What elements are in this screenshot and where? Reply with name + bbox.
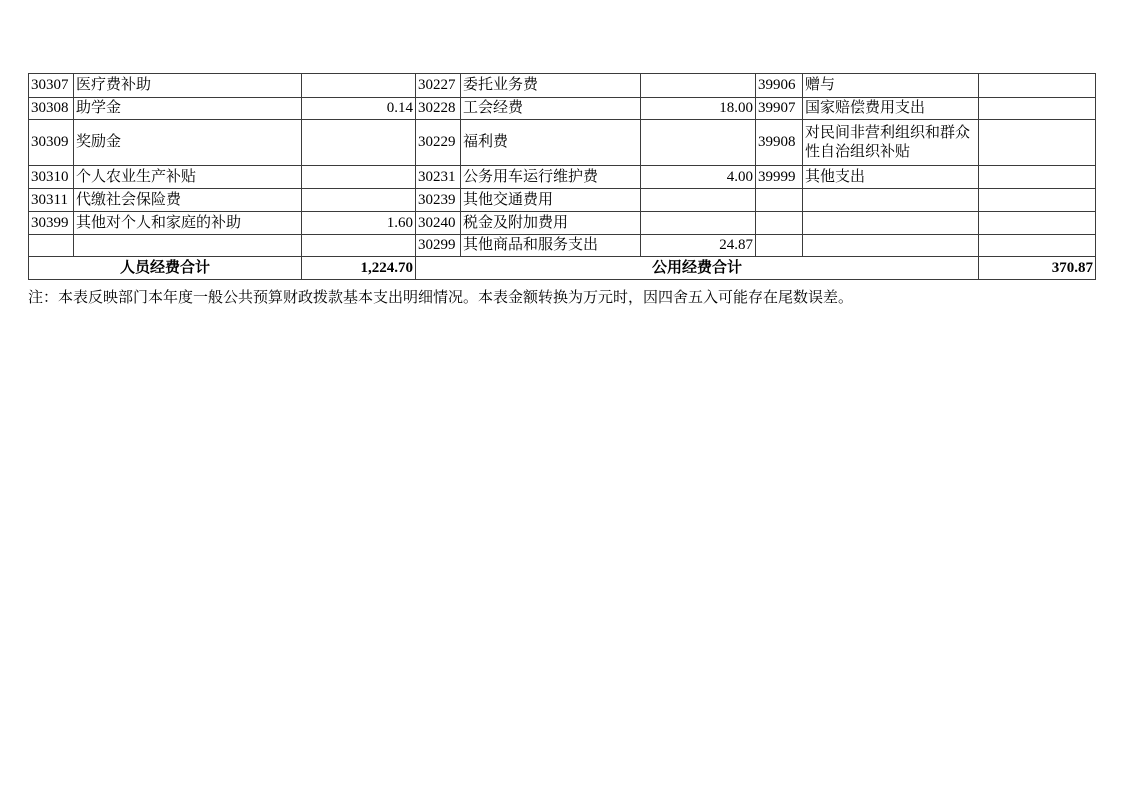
item-cell: 其他交通费用 — [461, 189, 641, 212]
item-cell — [74, 235, 302, 257]
table-row — [29, 189, 1096, 212]
code-cell: 30239 — [416, 189, 461, 212]
item-cell: 公务用车运行维护费 — [461, 166, 641, 189]
amount-cell: 4.00 — [641, 166, 756, 189]
code-cell: 30240 — [416, 212, 461, 235]
amount-cell: 1.60 — [302, 212, 416, 235]
table-row — [29, 74, 1096, 98]
code-cell: 30307 — [29, 74, 74, 98]
code-cell: 30308 — [29, 98, 74, 120]
code-cell: 39999 — [756, 166, 803, 189]
item-cell: 其他商品和服务支出 — [461, 235, 641, 257]
code-cell: 30309 — [29, 120, 74, 166]
code-cell — [756, 189, 803, 212]
table-row — [29, 166, 1096, 189]
item-cell: 代缴社会保险费 — [74, 189, 302, 212]
amount-cell — [979, 166, 1096, 189]
amount-cell — [302, 235, 416, 257]
code-cell: 30227 — [416, 74, 461, 98]
code-cell: 30299 — [416, 235, 461, 257]
table-row — [29, 235, 1096, 257]
amount-cell — [979, 235, 1096, 257]
amount-cell — [979, 189, 1096, 212]
amount-cell — [641, 189, 756, 212]
code-cell — [756, 235, 803, 257]
table-row — [29, 98, 1096, 120]
code-cell: 39907 — [756, 98, 803, 120]
code-cell — [29, 235, 74, 257]
item-cell: 个人农业生产补贴 — [74, 166, 302, 189]
amount-cell: 0.14 — [302, 98, 416, 120]
summary-row — [29, 257, 1096, 280]
item-cell: 医疗费补助 — [74, 74, 302, 98]
table-row — [29, 212, 1096, 235]
item-cell: 其他支出 — [803, 166, 979, 189]
amount-cell — [302, 74, 416, 98]
personnel-total-label: 人员经费合计 — [29, 257, 302, 280]
amount-cell: 24.87 — [641, 235, 756, 257]
item-cell — [803, 235, 979, 257]
code-cell: 30231 — [416, 166, 461, 189]
item-cell: 助学金 — [74, 98, 302, 120]
amount-cell — [979, 120, 1096, 166]
amount-cell — [641, 74, 756, 98]
item-cell: 工会经费 — [461, 98, 641, 120]
item-cell: 其他对个人和家庭的补助 — [74, 212, 302, 235]
item-cell: 对民间非营利组织和群众性自治组织补贴 — [803, 120, 979, 166]
item-cell: 赠与 — [803, 74, 979, 98]
basic-expenditure-table — [28, 73, 1096, 280]
amount-cell — [641, 120, 756, 166]
item-cell — [803, 189, 979, 212]
item-cell: 委托业务费 — [461, 74, 641, 98]
code-cell — [756, 212, 803, 235]
table-row — [29, 120, 1096, 166]
code-cell: 30229 — [416, 120, 461, 166]
item-cell: 税金及附加费用 — [461, 212, 641, 235]
footnote: 注：本表反映部门本年度一般公共预算财政拨款基本支出明细情况。本表金额转换为万元时，因四舍五入可能存在尾数误差。 — [28, 290, 854, 306]
amount-cell — [979, 212, 1096, 235]
code-cell: 30311 — [29, 189, 74, 212]
item-cell: 奖励金 — [74, 120, 302, 166]
item-cell: 国家赔偿费用支出 — [803, 98, 979, 120]
amount-cell — [302, 120, 416, 166]
personnel-total-value: 1,224.70 — [302, 257, 416, 280]
amount-cell — [302, 189, 416, 212]
amount-cell — [979, 74, 1096, 98]
item-cell: 福利费 — [461, 120, 641, 166]
code-cell: 30399 — [29, 212, 74, 235]
item-cell — [803, 212, 979, 235]
amount-cell: 18.00 — [641, 98, 756, 120]
amount-cell — [641, 212, 756, 235]
code-cell: 30228 — [416, 98, 461, 120]
code-cell: 39906 — [756, 74, 803, 98]
public-total-label: 公用经费合计 — [416, 257, 979, 280]
code-cell: 39908 — [756, 120, 803, 166]
amount-cell — [979, 98, 1096, 120]
code-cell: 30310 — [29, 166, 74, 189]
amount-cell — [302, 166, 416, 189]
public-total-value: 370.87 — [979, 257, 1096, 280]
